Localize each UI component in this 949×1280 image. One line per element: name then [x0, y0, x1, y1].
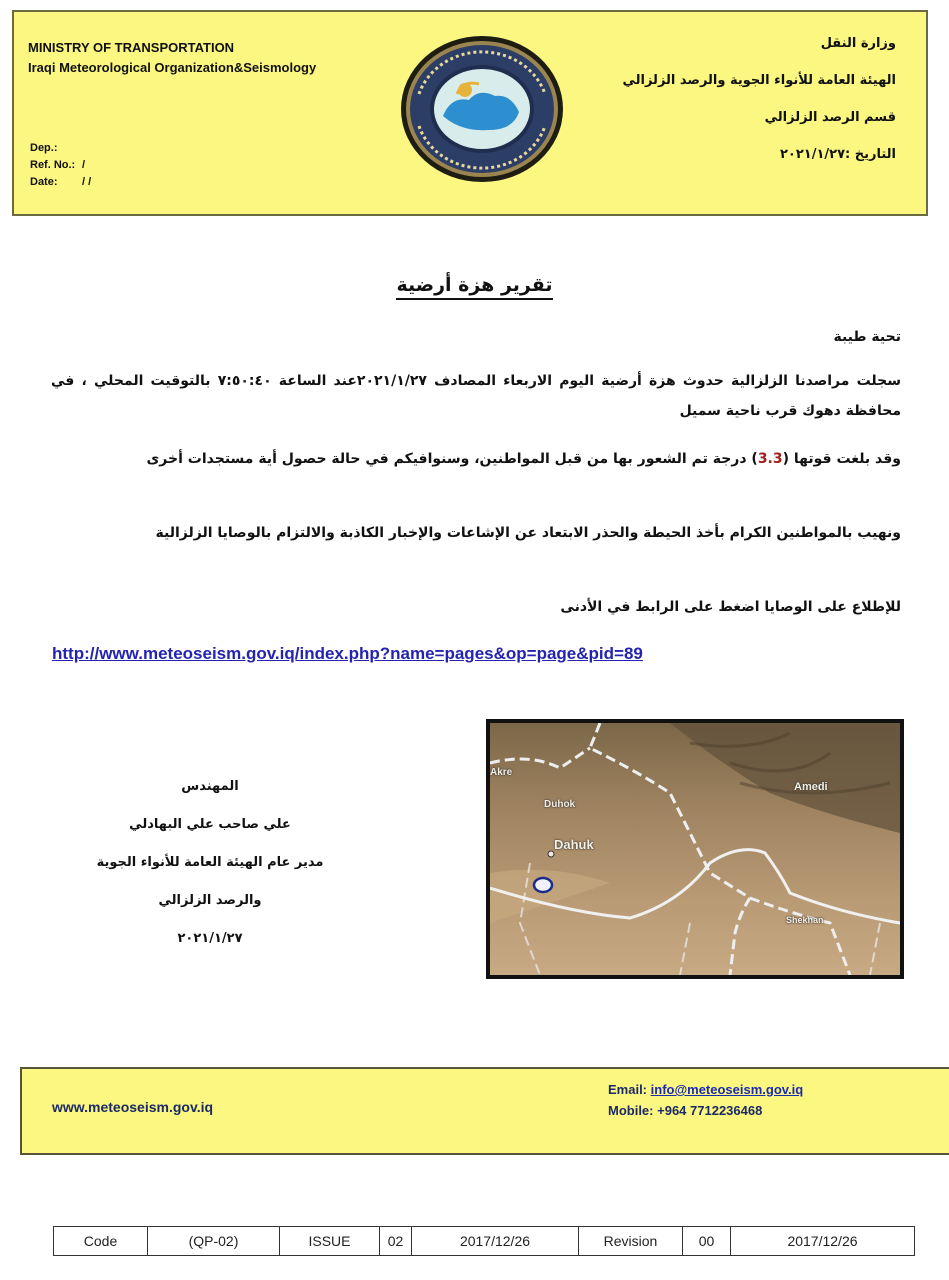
code-cell: 02	[380, 1227, 412, 1256]
ref-row: Ref. No.: /	[30, 159, 86, 171]
footer-website[interactable]: www.meteoseism.gov.iq	[52, 1099, 214, 1115]
greeting: تحية طيبة	[833, 329, 901, 345]
document-code-table	[53, 1226, 915, 1256]
dep-row: Dep.:	[30, 142, 58, 154]
signatory-title: المهندس	[181, 779, 239, 794]
map-label-amedi: Amedi	[794, 781, 828, 793]
organization-seal-logo	[399, 34, 565, 184]
code-cell: Revision	[579, 1227, 683, 1256]
magnitude-value: 3.3	[757, 451, 783, 467]
code-table-row	[54, 1227, 915, 1256]
letterhead-arabic	[622, 36, 896, 184]
footer-email-link[interactable]: info@meteoseism.gov.iq	[650, 1082, 804, 1097]
letter-footer	[20, 1067, 949, 1155]
footer-email-row: Email: info@meteoseism.gov.iq	[608, 1082, 804, 1097]
report-title: تقرير هزة أرضية	[0, 274, 949, 296]
terrain-svg	[490, 723, 900, 975]
signature-date: ٢٠٢١/١/٢٧	[177, 931, 243, 946]
map-label-shekhan: Shekhan	[786, 915, 824, 925]
organization-name-ar: الهيئة العامة للأنواء الجوية والرصد الزلزالي	[622, 73, 896, 88]
map-label-dahuk-city: Dahuk	[554, 837, 594, 852]
signatory-position-2: والرصد الزلزالي	[158, 893, 262, 908]
code-cell: 2017/12/26	[731, 1227, 915, 1256]
footer-mobile: +964 7712236468	[657, 1103, 763, 1118]
paragraph-event: سجلت مراصدنا الزلزالية حدوث هزة أرضية اليوم الاربعاء المصادف ٢٠٢١/١/٢٧عند الساعة ٧:٥٠:٤٠ بالتوقيت المحلي ، في محافظة دهوك قرب ناحية سميل	[51, 373, 901, 419]
paragraph-advice: ونهيب بالمواطنين الكرام بأخذ الحيطة والحذر الابتعاد عن الإشاعات والإخبار الكاذبة والالتزام بالوصايا الزلزالية	[155, 525, 901, 541]
footer-mobile-row: Mobile: +964 7712236468	[608, 1103, 763, 1118]
code-cell: ISSUE	[280, 1227, 380, 1256]
code-cell: Code	[54, 1227, 148, 1256]
epicenter-map	[486, 719, 904, 979]
paragraph-instructions: للإطلاع على الوصايا اضغط على الرابط في الأدنى	[560, 599, 901, 615]
signature-block	[60, 772, 360, 962]
code-cell: (QP-02)	[148, 1227, 280, 1256]
letterhead-english	[28, 38, 316, 78]
signatory-name: علي صاحب علي البهادلي	[129, 817, 291, 832]
code-cell: 2017/12/26	[412, 1227, 579, 1256]
code-cell: 00	[683, 1227, 731, 1256]
organization-name-en: Iraqi Meteorological Organization&Seismology	[28, 60, 317, 75]
reference-block	[30, 140, 91, 191]
map-label-akre: Akre	[490, 767, 513, 778]
ministry-name-ar: وزارة النقل	[820, 36, 896, 51]
date-row: Date: / /	[30, 176, 92, 188]
document-date-ar: التاريخ :٢٠٢١/١/٢٧	[779, 147, 896, 162]
ministry-name-en: MINISTRY OF TRANSPORTATION	[28, 40, 235, 55]
advice-link[interactable]: http://www.meteoseism.gov.iq/index.php?name=pages&op=page&pid=89	[52, 644, 643, 663]
footer-contact	[608, 1079, 803, 1121]
department-name-ar: قسم الرصد الزلزالي	[764, 110, 896, 125]
letterhead	[12, 10, 928, 216]
paragraph-magnitude: وقد بلغت قوتها (3.3) درجة تم الشعور بها من قبل المواطنين، وسنوافيكم في حالة حصول أية مستجدات أخرى	[146, 451, 901, 467]
signatory-position: مدير عام الهيئة العامة للأنواء الجوية	[96, 855, 324, 870]
map-label-duhok-district: Duhok	[544, 799, 576, 810]
